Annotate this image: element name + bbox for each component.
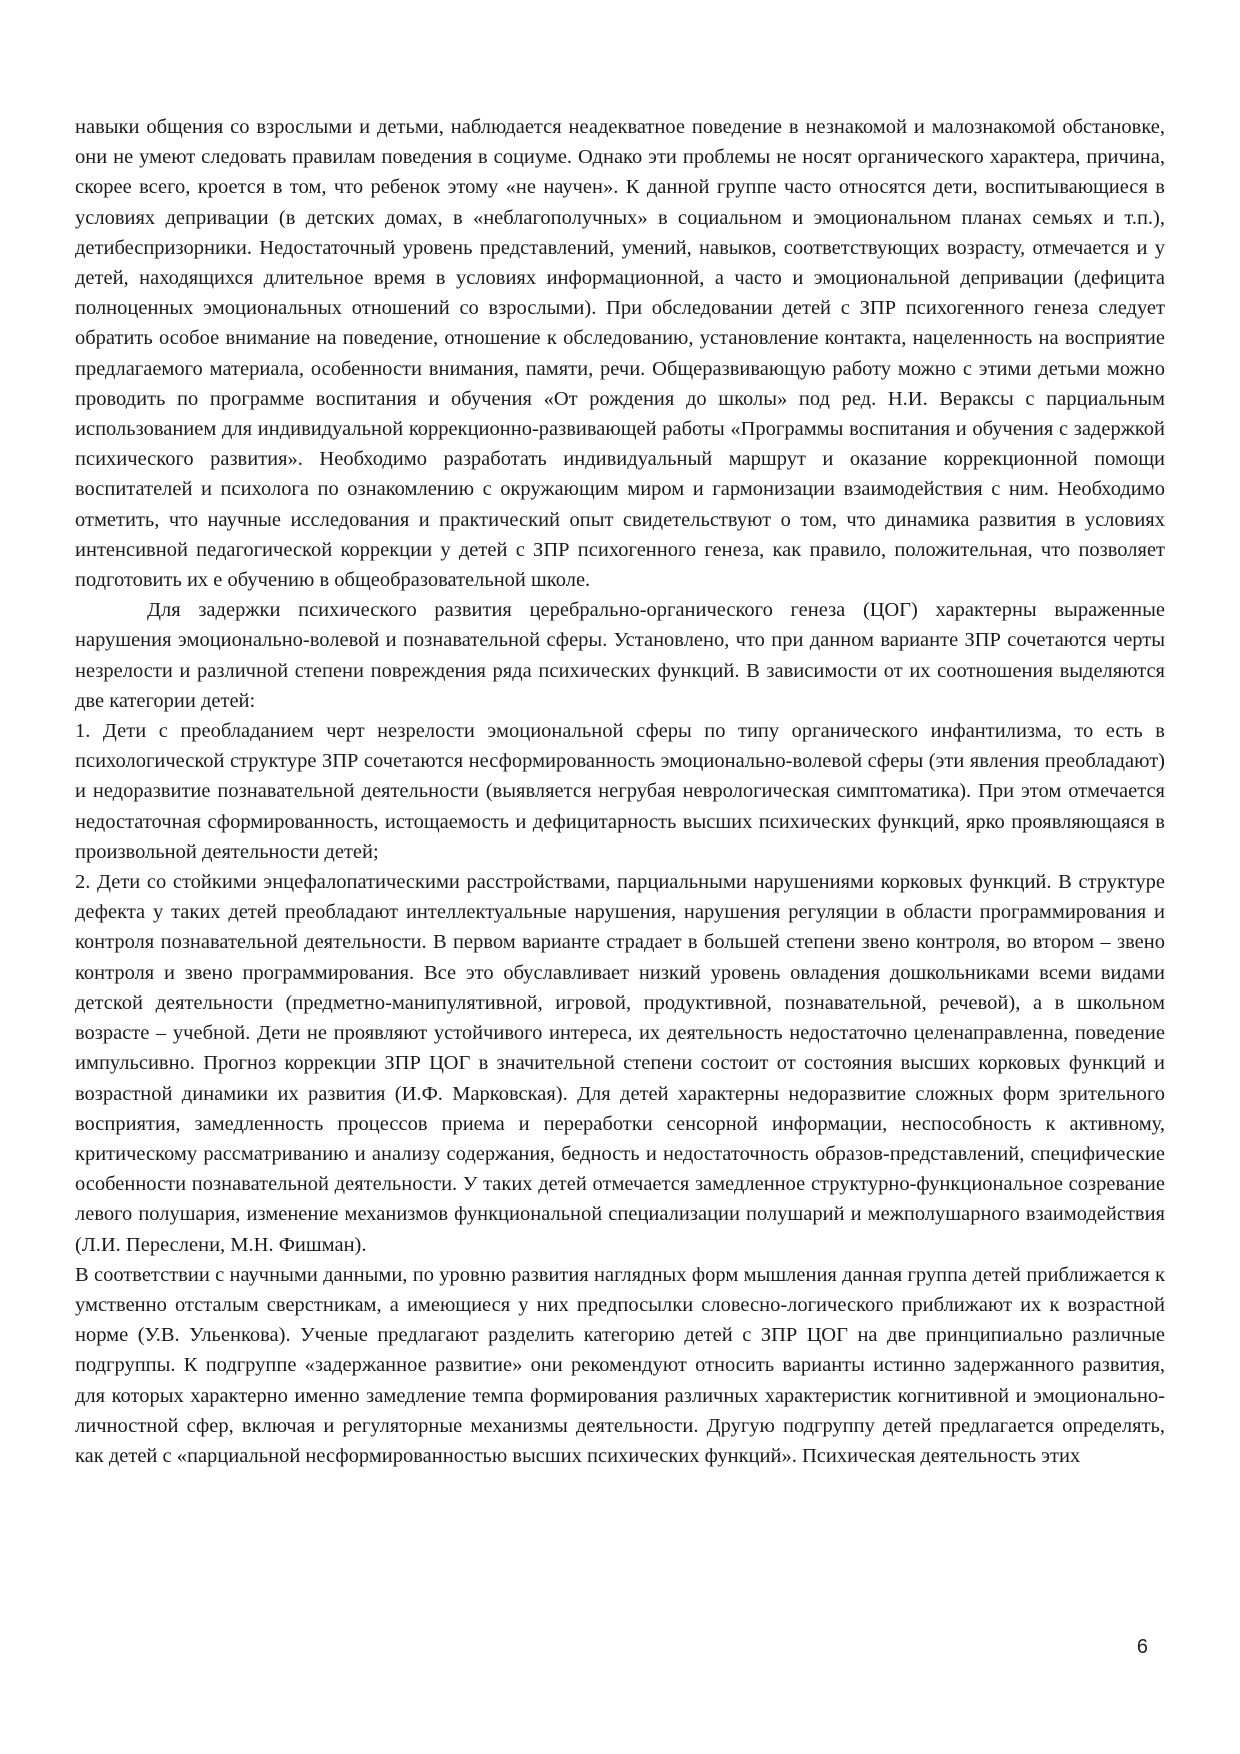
paragraph-5: В соответствии с научными данными, по уровню развития наглядных форм мышления данная группа детей приближается к умственно отсталым сверстникам, а имеющиеся у них предпосылки словесно-логического приближают их к возрастной норме (У.В. Ульенкова). Ученые предлагают разделить категорию детей с ЗПР ЦОГ на две принципиально различные подгруппы. К подгруппе «задержанное развитие» они рекомендуют относить варианты истинно задержанного развития, для которых характерно именно замедление темпа формирования различных характеристик когнитивной и эмоционально-личностной сфер, включая и регуляторные механизмы деятельности. Другую подгруппу детей предлагается определять, как детей с «парциальной несформированностью высших психических функций». Психическая деятельность этих — [75, 1263, 1165, 1467]
paragraph-3: 1. Дети с преобладанием черт незрелости эмоциональной сферы по типу органического инфантилизма, то есть в психологической структуре ЗПР сочетаются несформированность эмоционально-волевой сферы (эти явления преобладают) и недоразвитие познавательной деятельности (выявляется негрубая неврологическая симптоматика). При этом отмечается недостаточная сформированность, истощаемость и дефицитарность высших психических функций, ярко проявляющаяся в произвольной деятельности детей; — [75, 720, 1165, 863]
body-text — [75, 112, 1165, 1471]
paragraph-1: навыки общения со взрослыми и детьми, наблюдается неадекватное поведение в незнакомой и малознакомой обстановке, они не умеют следовать правилам поведения в социуме. Однако эти проблемы не носят органического характера, причина, скорее всего, кроется в том, что ребенок этому «не научен». К данной группе часто относятся дети, воспитывающиеся в условиях депривации (в детских домах, в «неблагополучных» в социальном и эмоциональном планах семьях и т.п.), детибеспризорники. Недостаточный уровень представлений, умений, навыков, соответствующих возрасту, отмечается и у детей, находящихся длительное время в условиях информационной, а часто и эмоциональной депривации (дефицита полноценных эмоциональных отношений со взрослыми). При обследовании детей с ЗПР психогенного генеза следует обратить особое внимание на поведение, отношение к обследованию, установление контакта, нацеленность на восприятие предлагаемого материала, особенности внимания, памяти, речи. Общеразвивающую работу можно с этими детьми можно проводить по программе воспитания и обучения «От рождения до школы» под ред. Н.И. Вераксы с парциальным использованием для индивидуальной коррекционно-развивающей работы «Программы воспитания и обучения с задержкой психического развития». Необходимо разработать индивидуальный маршрут и оказание коррекционной помощи воспитателей и психолога по ознакомлению с окружающим миром и гармонизации взаимодействия с ним. Необходимо отметить, что научные исследования и практический опыт свидетельствуют о том, что динамика развития в условиях интенсивной педагогической коррекции у детей с ЗПР психогенного генеза, как правило, положительная, что позволяет подготовить их е обучению в общеобразовательной школе. — [75, 116, 1165, 592]
page-number: 6 — [1136, 1636, 1148, 1658]
paragraph-2: Для задержки психического развития церебрально-органического генеза (ЦОГ) характерны выраженные нарушения эмоционально-волевой и познавательной сферы. Установлено, что при данном варианте ЗПР сочетаются черты незрелости и различной степени повреждения ряда психических функций. В зависимости от их соотношения выделяются две категории детей: — [75, 599, 1165, 712]
paragraph-4: 2. Дети со стойкими энцефалопатическими расстройствами, парциальными нарушениями корковых функций. В структуре дефекта у таких детей преобладают интеллектуальные нарушения, нарушения регуляции в области программирования и контроля познавательной деятельности. В первом варианте страдает в большей степени звено контроля, во втором – звено контроля и звено программирования. Все это обуславливает низкий уровень овладения дошкольниками всеми видами детской деятельности (предметно-манипулятивной, игровой, продуктивной, познавательной, речевой), а в школьном возрасте – учебной. Дети не проявляют устойчивого интереса, их деятельность недостаточно целенаправленна, поведение импульсивно. Прогноз коррекции ЗПР ЦОГ в значительной степени состоит от состояния высших корковых функций и возрастной динамики их развития (И.Ф. Марковская). Для детей характерны недоразвитие сложных форм зрительного восприятия, замедленность процессов приема и переработки сенсорной информации, неспособность к активному, критическому рассматриванию и анализу содержания, бедность и недостаточность образов-представлений, специфические особенности познавательной деятельности. У таких детей отмечается замедленное структурно-функциональное созревание левого полушария, изменение механизмов функциональной специализации полушарий и межполушарного взаимодействия (Л.И. Переслени, М.Н. Фишман). — [75, 871, 1165, 1256]
